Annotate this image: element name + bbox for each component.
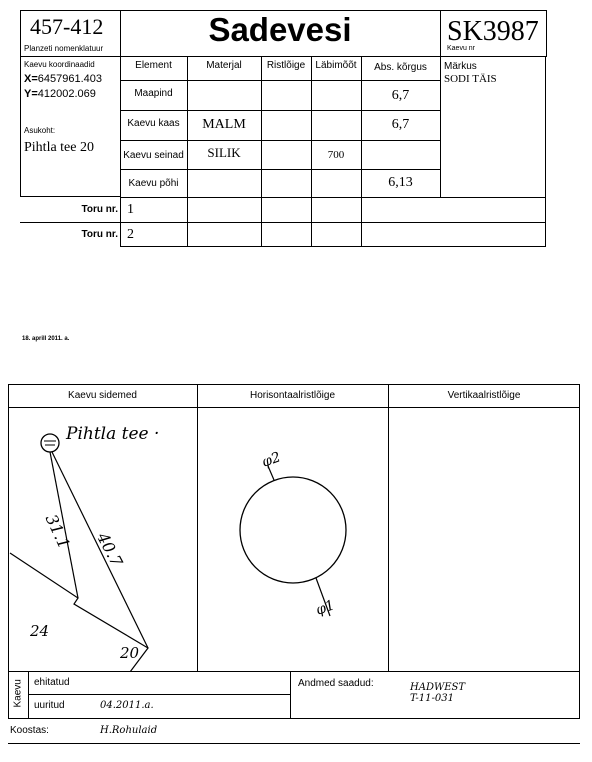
table-row-material: SILIK (207, 145, 241, 160)
planzet-value: 457-412 (30, 14, 104, 39)
coord-x-prefix: X= (24, 73, 38, 85)
footer-frame (8, 672, 580, 719)
table-row-element: Kaevu põhi (128, 178, 179, 189)
coords-label: Kaevu koordinaadid (24, 60, 95, 69)
table-row-diameter: 700 (327, 149, 345, 161)
data-from-label: Andmed saadud: (298, 678, 374, 689)
row-divider-3 (120, 169, 440, 170)
footer-compiled-line (8, 743, 580, 744)
planzet-label: Planzeti nomenklatuur (24, 44, 104, 53)
left-column-border (20, 57, 21, 196)
table-right-border (545, 57, 546, 247)
row-divider-5 (20, 222, 545, 223)
surveyed-label: uuritud (34, 700, 65, 711)
page-title: Sadevesi (208, 11, 352, 48)
row-divider-1 (120, 110, 440, 111)
compiled-label: Koostas: (10, 725, 49, 736)
row-divider-2 (120, 140, 440, 141)
pipe-row-value: 1 (127, 202, 134, 217)
house-number-1: 24 (30, 622, 50, 640)
row-divider-header (120, 80, 440, 81)
built-label: ehitatud (34, 677, 70, 688)
table-row-element: Kaevu seinad (123, 150, 184, 161)
coord-y-prefix: Y= (24, 88, 38, 100)
coord-y (24, 88, 96, 100)
col-header-cross-section: Ristlõige (266, 60, 306, 71)
data-from-value-2: T-11-031 (410, 693, 454, 704)
footer-side-label: Kaevu (12, 679, 24, 708)
dimension-1: 31.1 (41, 511, 74, 552)
coord-x-value: 6457961.403 (37, 73, 102, 85)
house-number-2: 20 (120, 644, 140, 662)
table-row-abs-height: 6,7 (391, 117, 410, 132)
well-number-label: Kaevu nr (447, 45, 476, 52)
footer-mid-divider (290, 672, 291, 719)
pipe-1-label: φ2 (259, 449, 283, 471)
col-header-material: Materjal (206, 60, 242, 71)
col-header-diameter: Läbimõõt (315, 60, 357, 71)
table-row-element: Maapind (134, 88, 173, 99)
sketch-section-vertical: Vertikaalristlõige (447, 390, 521, 401)
manhole-hatch (44, 441, 56, 445)
well-number-value: SK3987 (447, 16, 539, 47)
col-divider-5 (440, 57, 441, 197)
col-header-element: Element (135, 60, 172, 71)
table-bottom-border (120, 246, 545, 247)
sketch-section-ties: Kaevu sidemed (68, 390, 137, 401)
table-row-abs-height: 6,7 (391, 88, 410, 103)
col-divider-4 (361, 57, 362, 247)
pipe-row-label: Toru nr. (81, 204, 118, 215)
coord-y-value: 412002.069 (37, 88, 96, 100)
table-row-material: MALM (202, 117, 246, 132)
horizontal-section-sketch (198, 408, 388, 672)
table-row-abs-height: 6,13 (388, 175, 413, 190)
location-value: Pihtla tee 20 (24, 140, 94, 155)
header-divider-right (440, 10, 441, 57)
remarks-label: Märkus (444, 61, 477, 72)
manhole-icon (41, 434, 59, 452)
location-label: Asukoht: (24, 126, 56, 135)
surveyed-value: 04.2011.a. (100, 700, 154, 711)
pipe-row-value: 2 (127, 227, 134, 242)
table-row-element: Kaevu kaas (127, 118, 180, 129)
sketch-section-horizontal: Horisontaalristlõige (249, 390, 336, 401)
street-note: Pihtla tee · (66, 424, 160, 444)
footer-side-divider (28, 672, 29, 719)
coord-x (24, 73, 102, 85)
data-from-value-1: HADWEST (410, 682, 466, 693)
pipe-2-label: φ1 (313, 597, 337, 619)
compiled-value: H.Rohulaid (100, 725, 158, 736)
col-divider-2 (261, 57, 262, 247)
sketch-divider-2 (388, 384, 389, 672)
left-column-bottom (20, 196, 121, 197)
remarks-value: SODI TÄIS (444, 73, 497, 85)
pipe-row-label: Toru nr. (81, 229, 118, 240)
dimension-2: 40.7 (93, 529, 127, 570)
document-date: 18. aprill 2011. a. (22, 336, 70, 342)
footer-row-divider (28, 694, 290, 695)
col-header-abs-height: Abs. kõrgus (374, 62, 427, 73)
well-circle-icon (240, 477, 346, 583)
row-divider-4 (120, 197, 545, 198)
